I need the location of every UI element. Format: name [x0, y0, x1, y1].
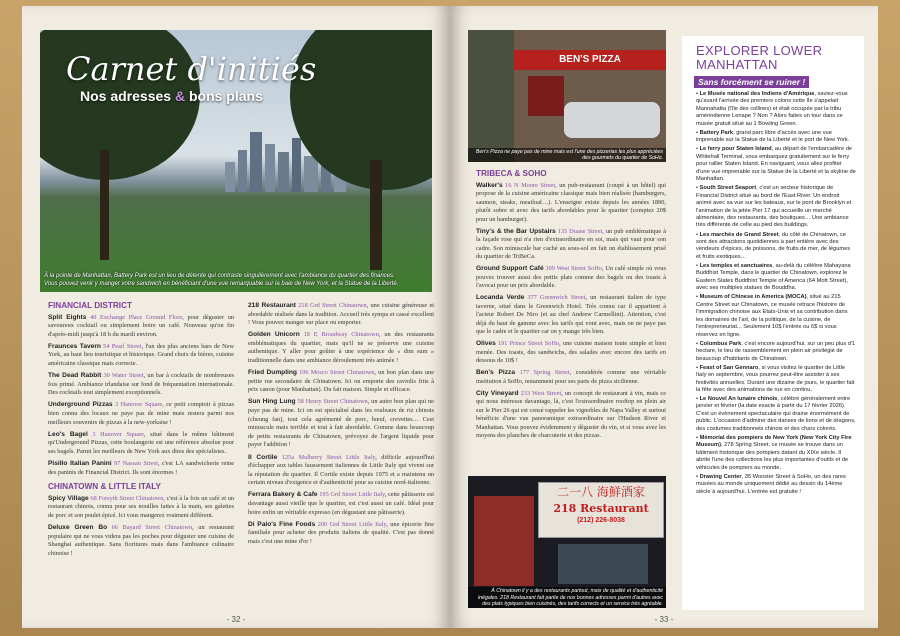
entry-address: 97 Nassau Street: [114, 460, 159, 467]
entry-name: Olives: [476, 340, 496, 347]
entry-address: 3 Hanover Square: [92, 430, 144, 438]
sidebar-item: • Le ferry pour Staten Island, au départ de l'embarcadère de Whitehall Terminal, vous embarquez gratuitement sur le ferry pour rallier Staten Island. En naviguant, vous allez profiter d'une vue imprenable sur la Statue de la Liberté et la skyline de Manhattan.: [696, 146, 856, 183]
entry-address: 16 N Moore Street: [505, 181, 556, 189]
address-entry: [476, 294, 666, 337]
sidebar-item-title: Battery Park: [699, 129, 734, 136]
entry-address: 399 West Street SoHo: [545, 265, 602, 272]
entry-name: Pisillo Italian Panini: [48, 460, 112, 467]
entry-text: , considérée comme une véritable institution à SoHo, notamment pour ses parts de pizza sicilienne.: [476, 369, 666, 385]
sign-phone: (212) 226-8038: [577, 517, 625, 524]
entry-name: Deluxe Green Bo: [48, 524, 108, 532]
entry-text: , c'est à la fois un café et un restaurant chinois, connu pour ses nouilles faites à la main, ses galettes de porc et son poulet épicé. Ici vous mangerez vraiment différent.: [48, 494, 235, 519]
storefront-sign-text: BEN'S PIZZA: [559, 54, 621, 65]
shop-window: [558, 544, 648, 584]
sidebar-item-title: Le Musée national des Indiens d'Amérique: [699, 91, 815, 97]
address-entry: [476, 228, 666, 262]
address-entry: [476, 340, 666, 366]
page-number: - 33 -: [654, 615, 674, 624]
address-entry: [248, 521, 434, 547]
entry-text: , un concept de restaurant à vin, mais ce qui nous intéresse davantage, là, c'est l'extraordinaire rooftop en plein air sur le Pier 26 qui est censé rappeler les vignobles de Napa Valley et surtout bénéficie d'une vue panoramique extraordinaire sur l'Hudson River et Manhattan. Vous pouvez évidemment y déguster du vin, et si vous avez les moyens des planches de charcuterie et des pizzas.: [476, 389, 667, 439]
photo-caption: Ben's Pizza ne paye pas de mine mais est l'une des pizzerias les plus appréciées des gourmets du quartier de SoHo.: [468, 148, 666, 162]
entry-text: , difficile aujourd'hui d'échapper aux tables faussement italiennes de Little Italy qui vivent sur la réputation du quartier. Il Cortile existe depuis 1975 et a maintenu un certain niveau d'exigence et d'authenticité pour sa cuisine nord-italienne.: [248, 453, 434, 487]
entry-text: , un bon plan dans une petite rue secondaire de Chinatown. Ici on emporte des raviolis frits à prix canon (pour Manhattan). Du fait maison. Simple et efficace.: [248, 369, 434, 394]
entry-name: Il Cortile: [248, 453, 278, 461]
entry-address: 135 Duane Street: [557, 227, 603, 235]
left-page: [22, 6, 450, 628]
sidebar-item-text: , c'est encore aujourd'hui, sur un peu plus d'1 hectare, le lieu de rassemblement en plein air privilégié de beaucoup d'habitants de Chinatown.: [696, 340, 856, 362]
entry-name: Locanda Verde: [476, 294, 525, 301]
sidebar-item: • Battery Park, grand parc libre d'accès avec une vue imprenable sur la Statue de la Liberté et le port de New York.: [696, 129, 850, 144]
entry-text: , ce petit comptoir à pizzas bien connu des locaux ne paye pas de mine mais restera parmi nos meilleurs souvenirs de pizzas à la new-yorkaise !: [48, 401, 235, 426]
hero-subtitle: [80, 88, 263, 104]
entry-name: Leo's Bagel: [48, 430, 88, 438]
entry-name: Sun Hing Lung: [248, 398, 296, 406]
entry-address: 191 Prince Street SoHo: [498, 340, 560, 347]
sidebar-tagline: Sans forcément se ruiner !: [694, 76, 809, 88]
sidebar-item-text: , au départ de l'embarcadère de Whitehall Terminal, vous embarquez gratuitement sur le ferry pour rallier Staten Island. En naviguant, vous allez profiter d'une vue imprenable sur la Statue de la Liberté et la skyline de Manhattan.: [696, 146, 856, 183]
hero-caption: À la pointe de Manhattan, Battery Park est un lieu de détente qui contraste singulièrement avec l'ambiance du quartier des finances. Vous pouvez venir y manger votre sandwich en bénéficiant d'une vue remarquable sur la baie de New York, et la Statue de la Liberté.: [44, 273, 399, 287]
sign-chinese: 二一八 海鮮酒家: [557, 485, 645, 499]
entry-text: , un bar à cocktails de nombreuses fois primé. Ambiance irlandaise sur fond de fréquentation internationale. Des cocktails tout simplement exceptionnels.: [48, 372, 234, 397]
tree-area: [468, 30, 514, 162]
section-title: TRIBECA & SOHO: [476, 169, 547, 178]
restaurant-sign: [538, 482, 664, 538]
sidebar-item-text: , si vous visitez le quartier de Little Italy en septembre, vous pourrez peut-être assister à ses festivités annuelles. Durant une dizaine de jours, le quartier fait la fête avec des animations de rue en continu.: [696, 364, 855, 393]
address-entry: [48, 343, 234, 369]
hero-title: Carnet d'initiés: [66, 50, 317, 88]
address-entry: [248, 454, 434, 488]
entry-text: , un restaurant italien de type taverne, situé dans le Greenwich Hotel. Très connu car il appartient à l'acteur Robert De Niro (et au chef Andrew Carmellini). Attention, c'est déjà du haut de gamme avec les tarifs qui vont avec, mais on ne paye pas que le cadre et le quartier car on y mange très bien.: [476, 294, 667, 335]
subtitle-part2: bons plans: [188, 88, 263, 104]
entry-address: 58 Henry Street Chinatown: [297, 398, 368, 406]
entry-text: , Un café simple où vous pouvez trouver aussi des petits plats comme des bagels ou des toasts à l'avocat pour un prix abordable.: [476, 265, 666, 289]
sidebar-item-text: , situé au 215 Centre Street sur Chinatown, ce musée retrace l'histoire de l'immigration chinoise aux Etats-Unis et sa contribution dans les domaines de l'art, de la politique, de la cuisine, de l'entrepreneuriat... Seulement 10$ l'entrée ou 6$ si vous réservez en ligne.: [696, 294, 848, 338]
entry-address: 66 Bayard Street Chinatown: [111, 524, 193, 532]
entry-name: City Vineyard: [476, 389, 519, 397]
sidebar-item-text: , 278 Spring Street, ce musée se trouve dans un bâtiment historique des pompiers datant du XIXe siècle. Il abrite l'une des collections les plus importantes d'outils et de véhicules de pompiers au monde.: [696, 442, 849, 471]
sidebar-item-title: Le ferry pour Staten Island: [699, 146, 772, 153]
entry-address: 106 Mosco Street Chinatown: [299, 369, 375, 377]
entry-address: 200 Grd Street Little Italy: [317, 520, 387, 528]
address-entry: [476, 390, 666, 441]
entry-name: Split Eights: [48, 313, 87, 321]
entry-address: 18 E Broadway Chinatown: [303, 331, 379, 339]
parked-car: [564, 102, 660, 138]
sidebar-item-title: Les marchés de Grand Street: [699, 231, 779, 238]
entry-text: , c'est LA sandwicherie reine des paninis de Financial District. Ils sont énormes !: [48, 460, 234, 476]
entry-name: Tiny's & the Bar Upstairs: [476, 227, 556, 235]
sidebar-item-text: , c'est un secteur historique de Financial District situé au bord de l'East River. Un endroit animé avec sa vue sur les bateaux, sur le pont de Brooklyn et l'animation de la jetée Pier 17 qui accueille un marché alimentaire, des restaurants, des boutiques… Une ambiance très différente de celle au pied des buildings.: [696, 185, 852, 229]
subtitle-part1: Nos adresses: [80, 88, 172, 104]
sidebar-item-title: Les temples et sanctuaires: [699, 262, 773, 269]
tribeca-section: [476, 170, 666, 444]
left-column-1: [48, 302, 234, 562]
entry-name: Ferrara Bakery & Cafe: [248, 491, 318, 499]
sidebar-item-title: South Street Seaport: [699, 185, 757, 192]
entry-name: Ben's Pizza: [476, 369, 515, 376]
sidebar-item-text: , célébré généralement entre janvier et février (la date exacte à partir du 17 février 2026). C'est un évènement spectaculaire qui draine énormément de public. L'occasion d'admirer des danses de lions et de dragons, des costumes traditionnels chinois et des chars colorés.: [696, 396, 856, 432]
entry-text: , un pub emblématique à la façade rose qui n'a rien d'extraordinaire en soi, mais qui vaut pour son cadre. Son minuscule bar caché au sous-sol en fait un établissement prisé du quartier de TriBeCa.: [476, 227, 667, 260]
address-entry: [248, 398, 434, 450]
entry-address: 377 Greenwich Street: [527, 294, 586, 301]
sidebar-item: • Les temples et sanctuaires, au-delà du célèbre Mahayana Buddhist Temple, dans le quartier de Chinatown, explorez le Eastern States Buddhist Temple of America (64 Mott Street), avec ses multiples statues de Bouddha.: [696, 262, 851, 292]
address-entry: [48, 314, 234, 340]
address-entry: [48, 524, 234, 558]
sidebar-item-text: , 35 Wooster Street à SoHo, un des rares musées au monde uniquement dédié au dessin du 14ème siècle à aujourd'hui. L'entrée est gratuite !: [696, 473, 846, 495]
address-entry: [476, 182, 666, 225]
photo-caption: À Chinatown il y a des restaurants partout, mais de qualité et d'authenticité inégales. 218 Restaurant fait partie de nos bonnes adresses parmi d'autres avec des plats typiques bien cuisinés, des tarifs corrects et un service très agréable.: [468, 587, 666, 608]
entry-address: 218 Grd Street Chinatown: [298, 302, 367, 309]
entry-name: The Dead Rabbit: [48, 372, 102, 380]
sidebar-item: • Mémorial des pompiers de New York (New York City Fire Museum), 278 Spring Street, ce musée se trouve dans un bâtiment historique des pompiers datant du XIXe siècle. Il abrite l'une des collections les plus importantes d'outils et de véhicules de pompiers au monde.: [696, 434, 852, 471]
sidebar-title: [696, 44, 856, 72]
address-entry: [476, 369, 666, 386]
entry-name: Golden Unicorn: [248, 331, 300, 339]
tree-trunk: [100, 150, 109, 260]
entry-name: Spicy Village: [48, 494, 89, 502]
sidebar-item: • Museum of Chinese in America (MOCA), situé au 215 Centre Street sur Chinatown, ce musée retrace l'histoire de l'immigration chinoise aux Etats-Unis et sa contribution dans les domaines de l'art, de la politique, de la cuisine, de l'entrepreneuriat... Seulement 10$ l'entrée ou 6$ si vous réservez en ligne.: [696, 294, 848, 338]
address-entry: [476, 265, 666, 291]
explorer-sidebar: [682, 36, 864, 610]
storefront-sign: [514, 50, 666, 70]
entry-name: Fried Dumpling: [248, 369, 297, 377]
restaurant-218-photo: [468, 476, 666, 608]
sidebar-item-text: , grand parc libre d'accès avec une vue imprenable sur la Statue de la Liberté et le port de New York.: [696, 129, 850, 144]
sidebar-item-title: Museum of Chinese in America (MOCA): [699, 294, 807, 301]
sidebar-item-title: Columbus Park: [699, 340, 742, 347]
tree-trunk: [370, 160, 382, 270]
subtitle-amp: &: [174, 88, 186, 104]
sidebar-item-text: , au-delà du célèbre Mahayana Buddhist Temple, dans le quartier de Chinatown, explorez le Eastern States Buddhist Temple of America (64 Mott Street), avec ses multiples statues de Bouddha.: [696, 262, 851, 292]
entry-name: Di Palo's Fine Foods: [248, 520, 316, 528]
entry-name: 218 Restaurant: [248, 302, 296, 309]
entry-name: Underground Pizzas: [48, 401, 113, 409]
hero-photo: [40, 30, 432, 292]
entry-text: , un restaurant populaire qui ne vous videra pas les poches pour déguster une cuisine de Shanghai authentique. Sans fioritures mais dans l'ambiance culinaire chinoise !: [48, 524, 234, 557]
address-entry: [248, 331, 434, 365]
sidebar-item: • Feast of San Gennaro, si vous visitez le quartier de Little Italy en septembre, vous pourrez peut-être assister à ses festivités annuelles. Durant une dizaine de jours, le quartier fait la fête avec des animations de rue en continu.: [696, 364, 855, 393]
section-title: FINANCIAL DISTRICT: [48, 301, 132, 310]
entry-text: , un autre bon plan qui ne paye pas de mine. Ici on est spécialisé dans les rouleaux de riz chinois (cheung fan), tout cela agrémenté de porc, bœuf, crevettes… Cest minuscule mais terrible et tout à fait abordable. Comme dans beaucoup de petits restaurants de Chinatown, prévoyez de l'argent liquide pour payer l'addition !: [248, 398, 434, 449]
entry-name: Ground Support Café: [476, 265, 544, 272]
page-number: - 32 -: [226, 615, 246, 624]
sidebar-list: [696, 91, 856, 496]
sidebar-item-title: Feast of San Gennaro: [699, 364, 759, 371]
sidebar-item-title: Drawing Center: [699, 473, 742, 480]
right-page: [450, 6, 878, 628]
bens-pizza-photo: [468, 30, 666, 162]
entry-text: , un des restaurants emblématiques du quartier, mais qu'il ne se préserve une cuisine authentique. Y aller pour goûter à une expérience de « dim sum » traditionnelle dans une ambiance déroulement très animée !: [248, 331, 435, 365]
sidebar-item-title: Le Nouvel An lunaire chinois: [699, 396, 778, 403]
entry-address: 195 Grd Street Little Italy: [319, 491, 385, 499]
entry-text: , situé dans le même bâtiment qu'Underground Pizzas, cette boulangerie est une référence absolue pour ses bagels. Parmi les meilleurs de New York aux dires des spécialistes.: [48, 430, 235, 455]
address-entry: [48, 431, 234, 457]
address-entry: [248, 491, 434, 517]
entry-address: 40 Exchange Place Ground Floor: [90, 313, 183, 321]
entry-address: 68 Forsyth Street Chinatown: [90, 494, 164, 502]
entry-text: , pour déguster un savoureux cocktail ou simplement boire un café. Nouveau qu'on fin d'après-midi jusqu'à 18 h du mardi environ.: [48, 313, 235, 338]
entry-address: 177 Spring Street: [519, 369, 570, 376]
sidebar-title-line2: MANHATTAN: [696, 57, 778, 72]
entry-text: , un pub-restaurant (coupé à un hôtel) qui propose de la cuisine américaine classique mais bien réalisée (hamburgers, saumon, steaks, meatloaf…). L'enseigne existe depuis les années 1890, plutôt sobre et avec des tarifs abordables pour le quartier (comptez 20$ pour un hamburger).: [476, 181, 667, 223]
sidebar-item: • Drawing Center, 35 Wooster Street à SoHo, un des rares musées au monde uniquement dédié au dessin du 14ème siècle à aujourd'hui. L'entrée est gratuite !: [696, 473, 846, 495]
shop-window: [528, 76, 564, 116]
entry-address: 3 Hanover Square: [115, 401, 163, 409]
entry-text: , une cuisine généreuse et abordable réalisée dans la tradition. Accueil très sympa et cassé excellent ! Vous pouvez manger sur place ou emporter.: [248, 302, 434, 327]
entry-text: , une épicerie fine familiale pour acheter des produits italiens de qualité. C'est pas donné mais c'est une mine d'or !: [248, 520, 434, 545]
sidebar-item: • South Street Seaport, c'est un secteur historique de Financial District situé au bord de l'East River. Un endroit animé avec sa vue sur les bateaux, sur le pont de Brooklyn et l'animation de la jetée Pier 17 qui accueille un marché alimentaire, des restaurants, des boutiques… Une ambiance très différente de celle au pied des buildings.: [696, 185, 852, 229]
sidebar-item: • Les marchés de Grand Street, du côté de Chinatown, ce sont des attractions quotidiennes à part entière avec des vendeurs d'épices, de poissons, de fruits de mer, de légumes et fruits exotiques…: [696, 231, 851, 260]
sidebar-item: • Le Musée national des Indiens d'Amérique, saviez-vous qu'avant l'arrivée des premiers colons cette île s'appelait Mannahatta (l'île des collines) et était occupée par la tribu amérindienne Lenape ? Non ? Alors faites un tour dans ce musée gratuit situé au 1 Bowling Green.: [696, 91, 848, 127]
sidebar-item-text: , du côté de Chinatown, ce sont des attractions quotidiennes à part entière avec des vendeurs d'épices, de poissons, de fruits de mer, de légumes et fruits exotiques…: [696, 231, 851, 260]
entry-address: 30 Water Street: [103, 372, 144, 380]
sign-english: 218 Restaurant: [553, 502, 649, 515]
entry-address: 54 Pearl Street: [103, 342, 142, 350]
lantern-facade: [474, 496, 534, 586]
left-column-2: [248, 302, 434, 550]
sidebar-item: • Le Nouvel An lunaire chinois, célébré généralement entre janvier et février (la date exacte à partir du 17 février 2026). C'est un évènement spectaculaire qui draine énormément de public. L'occasion d'admirer des danses de lions et de dragons, des costumes traditionnels chinois et des chars colorés.: [696, 396, 856, 432]
address-entry: [48, 460, 234, 477]
entry-text: , l'un des plus anciens bars de New York, au haut lieu touristique et historique. Grand choix de bières, cuisine américaine classique mais correcte.: [48, 342, 234, 368]
entry-address: 125a Mulberry Street Little Italy: [281, 453, 376, 461]
entry-name: Walker's: [476, 181, 503, 189]
entry-address: 233 West Street: [520, 389, 562, 397]
entry-name: Fraunces Tavern: [48, 342, 101, 350]
sidebar-item: • Columbus Park, c'est encore aujourd'hui, sur un peu plus d'1 hectare, le lieu de rassemblement en plein air privilégié de beaucoup d'habitants de Chinatown.: [696, 340, 856, 362]
sidebar-title-line1: EXPLORER LOWER: [696, 43, 823, 58]
address-entry: [248, 302, 434, 328]
sidebar-item-title: Mémorial des pompiers de New York (New York City Fire Museum): [696, 434, 852, 449]
sidebar-item-text: , saviez-vous qu'avant l'arrivée des premiers colons cette île s'appelait Mannahatta (l'île des collines) et était occupée par la tribu amérindienne Lenape ? Non ? Alors faites un tour dans ce musée gratuit situé au 1 Bowling Green.: [696, 91, 848, 127]
address-entry: [48, 401, 234, 427]
address-entry: [48, 372, 234, 398]
entry-text: , cette pâtisserie est davantage aussi vieille que le quartier, est c'est aussi un café. Idéal pour boire enfin un véritable expresso (en dégustant une pâtisserie).: [248, 491, 434, 516]
address-entry: [48, 495, 234, 521]
section-title: CHINATOWN & LITTLE ITALY: [48, 482, 161, 492]
entry-text: , une cuisine maison toute simple et bien menée. Des toasts, des sandwichs, des salades avec encore des tarifs en dessous de 10$ !: [476, 340, 666, 364]
address-entry: [248, 369, 434, 395]
